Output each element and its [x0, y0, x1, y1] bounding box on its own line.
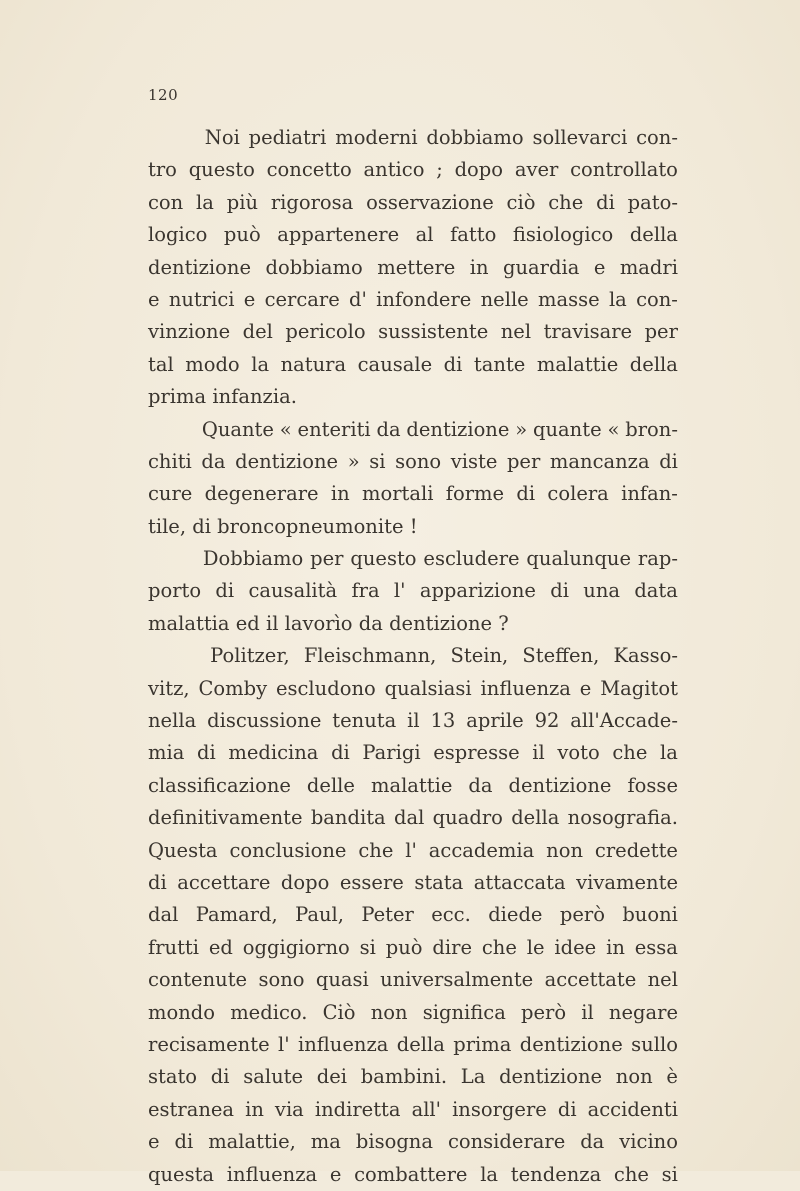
word: ! [409, 514, 418, 538]
text-line [148, 446, 678, 478]
text-line [148, 187, 678, 219]
word: dentizione [508, 773, 612, 797]
word: la [251, 352, 270, 376]
word: e [329, 1162, 342, 1186]
word: ed [235, 611, 266, 635]
word: qualsiasi [384, 676, 472, 700]
word: e [148, 287, 160, 311]
word: fisiologico [512, 223, 614, 247]
word: d' [349, 287, 367, 311]
paragraph-indent [148, 414, 196, 446]
word: controllato [570, 158, 678, 182]
paragraph-indent [148, 543, 196, 575]
word: è [666, 1065, 678, 1089]
word: che [612, 741, 648, 765]
word: rap- [637, 547, 678, 571]
word: al [415, 223, 434, 247]
word: apparizione [419, 579, 536, 603]
word: per [310, 547, 344, 571]
word: in [606, 935, 625, 959]
word: Questa [148, 838, 218, 862]
text-line [148, 964, 678, 996]
word: nella [148, 709, 197, 733]
word: quadro [432, 806, 503, 830]
word: bandita [310, 806, 386, 830]
word: definitivamente [148, 806, 303, 830]
text-line [148, 219, 678, 251]
word: in [330, 482, 350, 506]
word: che [358, 838, 394, 862]
word: Politzer, [210, 644, 290, 668]
word: » [347, 449, 360, 473]
word: conclusione [229, 838, 347, 862]
word: malattie, [208, 1130, 296, 1154]
word: mettere [377, 255, 456, 279]
word: degenerare [204, 482, 319, 506]
word: accettate [544, 968, 637, 992]
word: che [613, 1162, 649, 1186]
word: forme [445, 482, 505, 506]
word: antico [363, 158, 425, 182]
word: salute [243, 1065, 304, 1089]
word: dentizione [389, 611, 499, 635]
word: dire [432, 935, 473, 959]
word: Comby [198, 676, 268, 700]
text-line [148, 122, 678, 154]
word: da [201, 449, 226, 473]
text-line [148, 705, 678, 737]
word: influenza [297, 1032, 389, 1056]
text-line [148, 381, 678, 413]
word: però [559, 903, 605, 927]
word: nutrici [168, 287, 235, 311]
word: dal [148, 903, 179, 927]
word: quante [533, 417, 602, 441]
body-text [148, 122, 678, 1191]
word: vivamente [576, 870, 678, 894]
word: espresse [433, 741, 520, 765]
word: prima [148, 385, 213, 409]
word: Kasso- [613, 644, 678, 668]
paragraph-indent [148, 640, 196, 672]
word: il [532, 741, 545, 765]
word: all' [411, 1097, 442, 1121]
word: non [370, 1000, 408, 1024]
word: vitz, [148, 676, 190, 700]
word: Dobbiamo [202, 547, 304, 571]
word: chiti [148, 449, 192, 473]
word: più [226, 190, 259, 214]
word: sono [258, 968, 305, 992]
word: dentizione [499, 1065, 603, 1089]
text-line [148, 835, 678, 867]
word: negare [608, 1000, 678, 1024]
word: può [385, 935, 423, 959]
word: di [192, 514, 218, 538]
word: credette [594, 838, 678, 862]
word: « [279, 417, 292, 441]
word: 13 [430, 709, 456, 733]
word: ed [208, 935, 233, 959]
word: sullo [631, 1032, 678, 1056]
word: tro [148, 158, 177, 182]
word: travisare [543, 320, 633, 344]
word: essa [634, 935, 678, 959]
word: medicina [228, 741, 319, 765]
word: tile, [148, 514, 193, 538]
word: discussione [207, 709, 322, 733]
word: il [581, 1000, 594, 1024]
word: sussistente [378, 320, 489, 344]
word: essere [339, 870, 404, 894]
word: cercare [264, 287, 340, 311]
word: oggigiorno [242, 935, 350, 959]
word: accidenti [587, 1097, 678, 1121]
word: colera [547, 482, 609, 506]
word: causalità [248, 579, 338, 603]
word: Ciò [322, 1000, 356, 1024]
text-line [148, 1126, 678, 1158]
text-line [148, 673, 678, 705]
word: Pamard, [195, 903, 278, 927]
word: infondere [376, 287, 472, 311]
word: nosografia. [567, 806, 678, 830]
word: dopo [454, 158, 504, 182]
word: malattie [536, 352, 619, 376]
word: frutti [148, 935, 200, 959]
text-line [148, 932, 678, 964]
word: prima [453, 1032, 512, 1056]
word: » [515, 417, 528, 441]
word: pericolo [285, 320, 366, 344]
text-line [148, 543, 678, 575]
word: tante [473, 352, 526, 376]
word: che [481, 935, 517, 959]
word: porto [148, 579, 202, 603]
word: concetto [266, 158, 352, 182]
word: può [223, 223, 261, 247]
word: e [579, 676, 592, 700]
word: via [274, 1097, 304, 1121]
text-line [148, 770, 678, 802]
word: che [548, 190, 584, 214]
word: tal [148, 352, 174, 376]
word: broncopneumonite [217, 514, 410, 538]
word: in [245, 1097, 264, 1121]
word: ? [498, 611, 509, 635]
word: la [608, 287, 627, 311]
word: della [396, 1032, 445, 1056]
word: osservazione [366, 190, 494, 214]
word: nel [647, 968, 678, 992]
word: accettare [177, 870, 271, 894]
word: di [331, 741, 350, 765]
word: dei [316, 1065, 348, 1089]
word: bron- [625, 417, 678, 441]
text-line [148, 154, 678, 186]
word: viste [450, 449, 498, 473]
word: aver [514, 158, 559, 182]
word: malattie [370, 773, 453, 797]
word: di [596, 190, 615, 214]
word: di [443, 352, 463, 376]
word: idee [554, 935, 597, 959]
paragraph-indent [148, 122, 196, 154]
word: per [644, 320, 678, 344]
word: combattere [354, 1162, 468, 1186]
word: Magitot [600, 676, 678, 700]
word: di [174, 1130, 194, 1154]
word: Noi [204, 126, 240, 149]
word: di [196, 741, 216, 765]
word: di [550, 579, 569, 603]
word: fosse [627, 773, 678, 797]
word: enteriti [297, 417, 371, 441]
word: del [242, 320, 273, 344]
word: Stein, [450, 644, 509, 668]
word: si [359, 935, 376, 959]
word: aprile [466, 709, 524, 733]
word: Paul, [295, 903, 344, 927]
word: natura [280, 352, 347, 376]
word: medico. [230, 1000, 308, 1024]
word: l' [393, 579, 406, 603]
word: madri [619, 255, 678, 279]
word: per [506, 449, 541, 473]
word: con- [636, 287, 678, 311]
word: il [407, 709, 420, 733]
word: all'Accade- [570, 709, 678, 733]
word: ecc. [431, 903, 471, 927]
text-line [148, 899, 678, 931]
word: l' [405, 838, 417, 862]
word: delle [306, 773, 355, 797]
word: con [148, 190, 184, 214]
text-line [148, 1061, 678, 1093]
word: moderni [335, 126, 418, 149]
word: non [546, 838, 584, 862]
word: da [376, 417, 401, 441]
word: della [629, 352, 678, 376]
word: quasi [315, 968, 369, 992]
text-line [148, 252, 678, 284]
word: e [148, 1130, 160, 1154]
word: escludere [423, 547, 520, 571]
word: l' [278, 1032, 290, 1056]
word: buoni [622, 903, 678, 927]
word: contenute [148, 968, 248, 992]
word: 92 [534, 709, 560, 733]
word: voto [557, 741, 600, 765]
word: universalmente [380, 968, 534, 992]
text-line [148, 284, 678, 316]
word: Peter [361, 903, 414, 927]
text-line [148, 1159, 678, 1191]
word: rigorosa [270, 190, 354, 214]
word: infan- [621, 482, 678, 506]
word: dobbiamo [265, 255, 363, 279]
word: Parigi [362, 741, 421, 765]
text-line [148, 478, 678, 510]
word: attaccata [473, 870, 566, 894]
text-line [148, 608, 678, 640]
page-number: 120 [148, 86, 179, 104]
word: dentizione [148, 255, 252, 279]
word: in [469, 255, 489, 279]
word: della [511, 806, 560, 830]
word: di [516, 482, 536, 506]
word: lavorìo [284, 611, 359, 635]
word: dentizione [519, 1032, 623, 1056]
word: sollevarci [532, 126, 628, 149]
word: qualunque [526, 547, 632, 571]
word: dentizione [406, 417, 510, 441]
word: bambini. [360, 1065, 448, 1089]
text-line [148, 867, 678, 899]
word: dobbiamo [426, 126, 524, 149]
word: Fleischmann, [303, 644, 437, 668]
word: di [210, 1065, 230, 1089]
word: vinzione [148, 320, 231, 344]
word: stata [414, 870, 464, 894]
word: questo [350, 547, 417, 571]
word: significa [422, 1000, 506, 1024]
word: da [468, 773, 493, 797]
word: accademia [428, 838, 535, 862]
word: sono [395, 449, 442, 473]
word: data [634, 579, 678, 603]
text-line [148, 737, 678, 769]
word: con- [636, 126, 678, 149]
word: indiretta [314, 1097, 401, 1121]
word: La [460, 1065, 486, 1089]
word: di [659, 449, 678, 473]
text-line [148, 316, 678, 348]
word: una [583, 579, 621, 603]
word: mia [148, 741, 185, 765]
word: influenza [480, 676, 571, 700]
word: tenuta [332, 709, 397, 733]
word: logico [148, 223, 208, 247]
text-line [148, 1094, 678, 1126]
word: di [557, 1097, 577, 1121]
word: recisamente [148, 1032, 270, 1056]
word: pato- [627, 190, 678, 214]
word: si [369, 449, 386, 473]
word: non [615, 1065, 653, 1089]
word: causale [357, 352, 433, 376]
text-line [148, 414, 678, 446]
word: vicino [619, 1130, 678, 1154]
word: la [480, 1162, 499, 1186]
text-line [148, 997, 678, 1029]
word: Quante [201, 417, 274, 441]
word: di [148, 870, 167, 894]
word: dal [394, 806, 425, 830]
word: estranea [148, 1097, 235, 1121]
word: mancanza [549, 449, 650, 473]
word: nelle [480, 287, 529, 311]
text-line [148, 1029, 678, 1061]
word: si [661, 1162, 678, 1186]
word: e [593, 255, 606, 279]
word: dopo [280, 870, 330, 894]
word: ma [310, 1130, 341, 1154]
word: stato [148, 1065, 198, 1089]
word: Steffen, [522, 644, 600, 668]
word: diede [488, 903, 543, 927]
word: mortali [361, 482, 434, 506]
text-line [148, 802, 678, 834]
word: di [215, 579, 235, 603]
word: però [521, 1000, 567, 1024]
word: ; [436, 158, 443, 182]
word: modo [185, 352, 240, 376]
word: pediatri [248, 126, 327, 149]
word: ciò [506, 190, 536, 214]
word: malattia [148, 611, 236, 635]
word: tendenza [510, 1162, 602, 1186]
word: masse [538, 287, 600, 311]
word: il [265, 611, 285, 635]
word: della [629, 223, 678, 247]
word: da [580, 1130, 605, 1154]
word: cure [148, 482, 193, 506]
word: nel [500, 320, 532, 344]
word: dentizione [235, 449, 339, 473]
word: « [607, 417, 620, 441]
word: questo [188, 158, 255, 182]
word: mondo [148, 1000, 216, 1024]
word: da [358, 611, 390, 635]
word: fra [351, 579, 380, 603]
word: appartenere [277, 223, 400, 247]
text-line [148, 349, 678, 381]
word: infanzia. [212, 385, 297, 409]
text-line [148, 511, 678, 543]
word: la [660, 741, 678, 765]
word: classificazione [148, 773, 291, 797]
word: bisogna [355, 1130, 433, 1154]
word: le [526, 935, 545, 959]
word: guardia [503, 255, 580, 279]
word: e [243, 287, 256, 311]
text-line [148, 640, 678, 672]
text-line [148, 575, 678, 607]
word: fatto [450, 223, 497, 247]
word: considerare [447, 1130, 566, 1154]
word: influenza [226, 1162, 318, 1186]
word: questa [148, 1162, 215, 1186]
word: escludono [275, 676, 376, 700]
word: la [196, 190, 214, 214]
word: insorgere [452, 1097, 547, 1121]
